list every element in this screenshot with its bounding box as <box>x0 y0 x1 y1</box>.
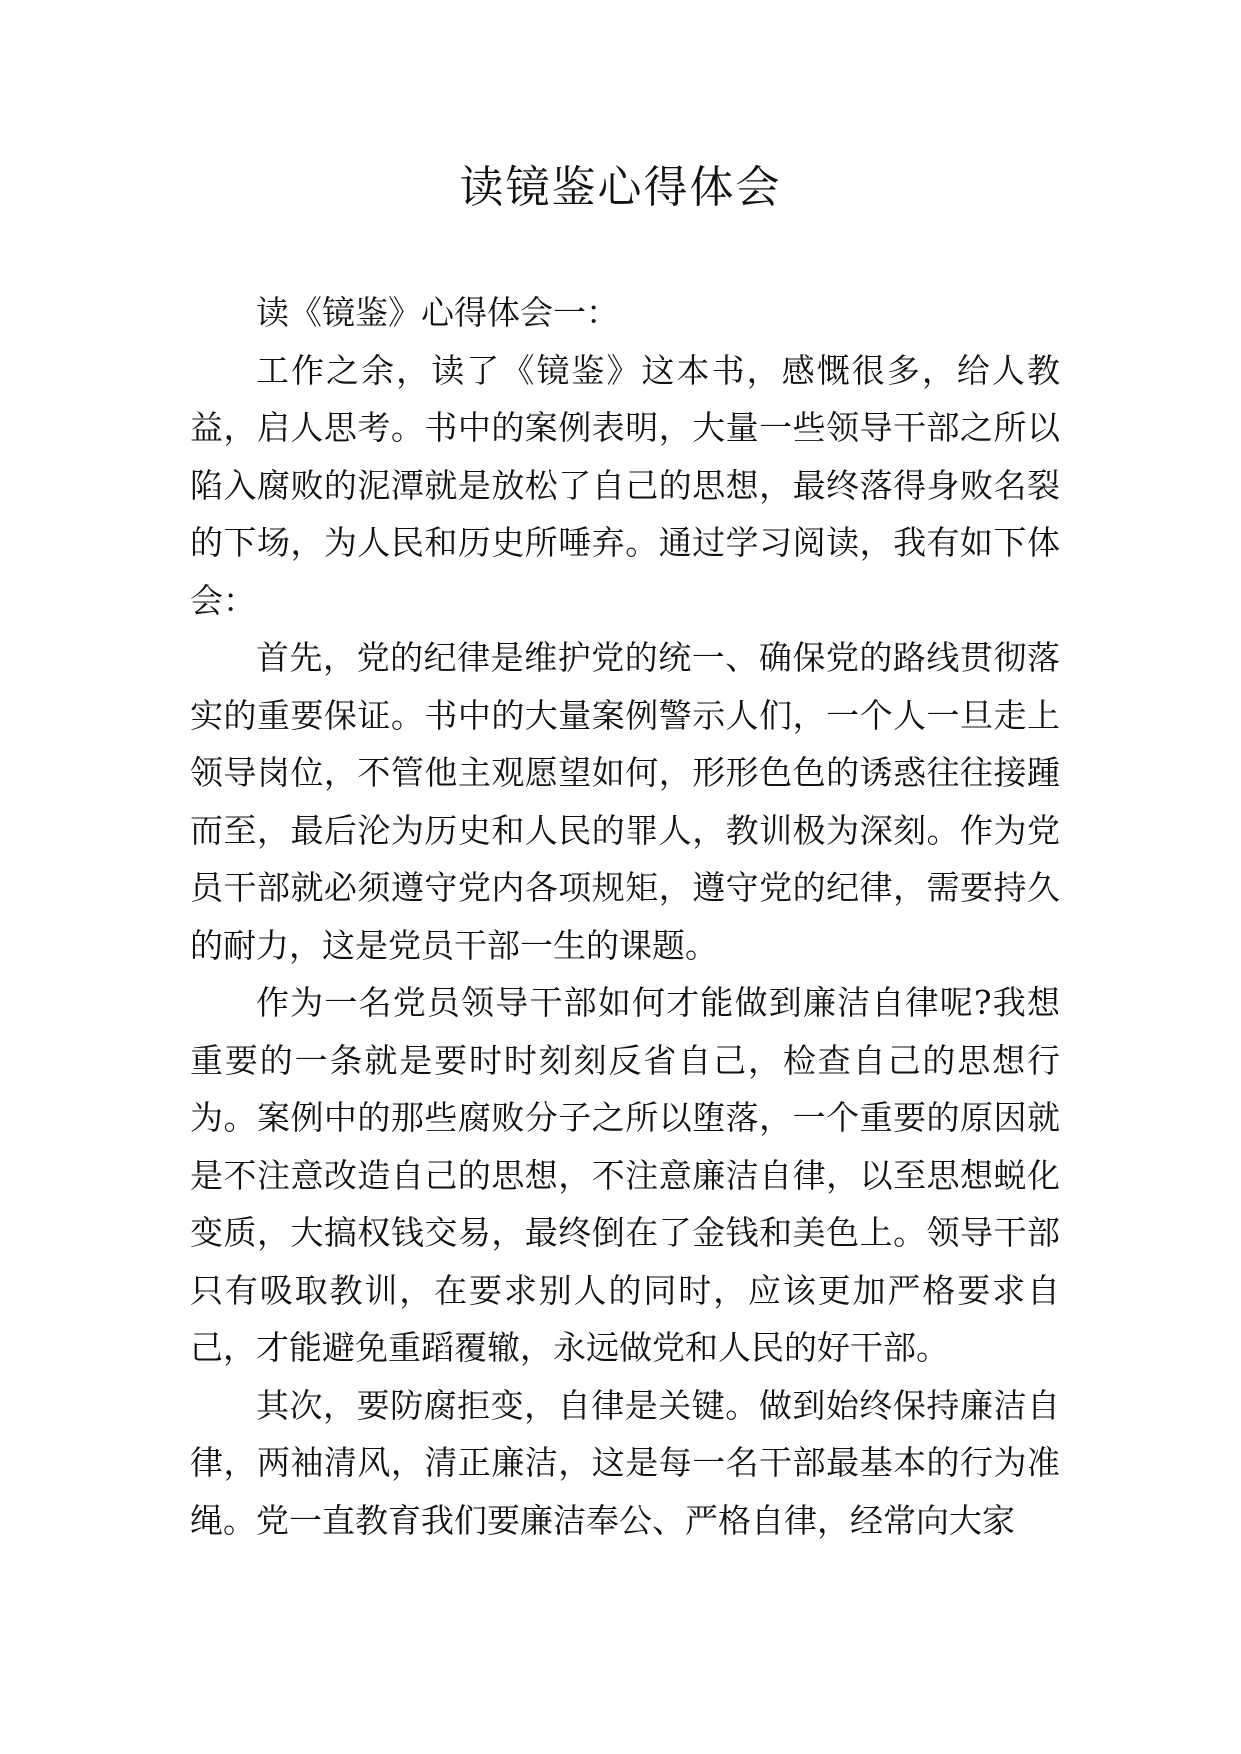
paragraph-subtitle: 读《镜鉴》心得体会一： <box>256 293 619 332</box>
paragraph-discipline: 首先，党的纪律是维护党的统一、确保党的路线贯彻落实的重要保证。书中的大量案例警示人们，一个人一旦走上领导岗位，不管他主观愿望如何，形形色色的诱惑往往接踵而至，最后沦为历史和人民的罪人，教训极为深刻。作为党员干部就必须遵守党内各项规矩，遵守党的纪律，需要持久的耐力，这是党员干部一生的课题。 <box>190 638 1060 965</box>
paragraph-intro: 工作之余，读了《镜鉴》这本书，感慨很多，给人教益，启人思考。书中的案例表明，大量一些领导干部之所以陷入腐败的泥潭就是放松了自己的思想，最终落得身败名裂的下场，为人民和历史所唾弃。通过学习阅读，我有如下体会： <box>190 350 1060 620</box>
paragraph-self-reflection: 作为一名党员领导干部如何才能做到廉洁自律呢?我想重要的一条就是要时时刻刻反省自己，检查自己的思想行为。案例中的那些腐败分子之所以堕落，一个重要的原因就是不注意改造自己的思想，不注意廉洁自律，以至思想蜕化变质，大搞权钱交易，最终倒在了金钱和美色上。领导干部只有吸取教训，在要求别人的同时，应该更加严格要求自己，才能避免重蹈覆辙，永远做党和人民的好干部。 <box>190 983 1060 1367</box>
document-title: 读镜鉴心得体会 <box>459 162 782 213</box>
document-body <box>190 284 1060 1549</box>
paragraph-self-discipline: 其次，要防腐拒变，自律是关键。做到始终保持廉洁自律，两袖清风，清正廉洁，这是每一名干部最基本的行为准绳。党一直教育我们要廉洁奉公、严格自律，经常向大家 <box>190 1385 1060 1540</box>
